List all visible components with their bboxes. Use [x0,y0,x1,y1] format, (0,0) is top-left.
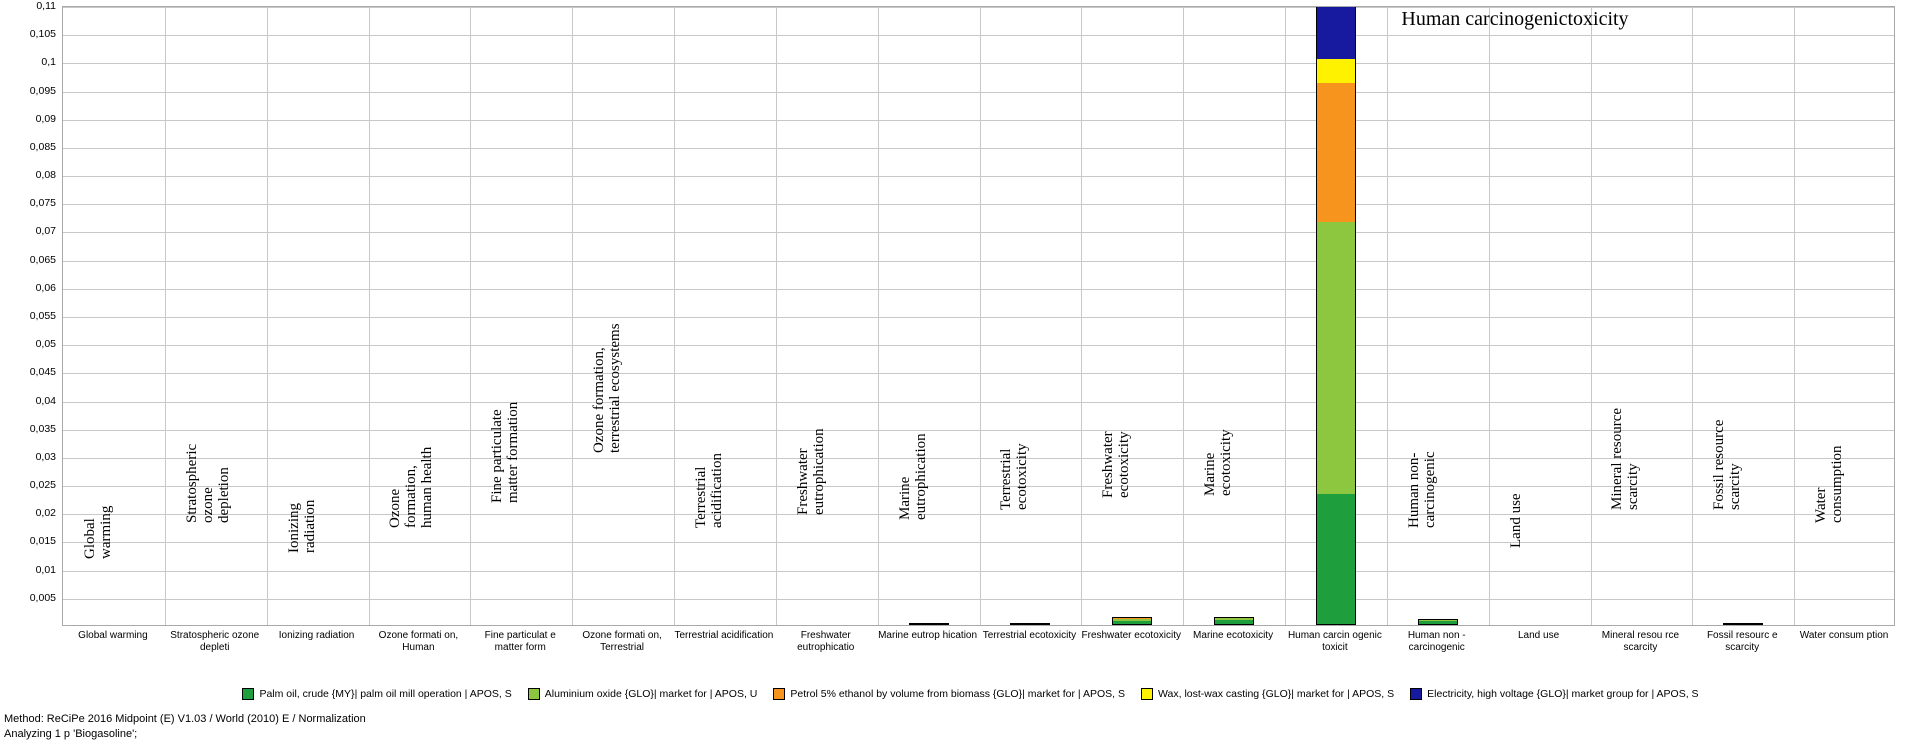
legend-label: Electricity, high voltage {GLO}| market group for | APOS, S [1427,687,1699,700]
bar-11 [1214,618,1254,625]
legend-label: Aluminium oxide {GLO}| market for | APOS, U [544,687,758,700]
bar-8 [909,624,949,625]
bar-segment [1723,623,1763,625]
x-axis [62,630,1895,674]
y-tick-label: 0,015 [29,535,56,548]
x-tick-label: Water consum ption [1799,630,1889,641]
y-tick-label: 0,06 [35,281,56,294]
category-caption: Freshwater [1100,431,1117,498]
y-tick-label: 0,11 [36,0,56,12]
y-tick-label: 0,075 [29,197,56,210]
category-caption: eutrophication [810,428,827,515]
category-caption: Marine [1202,452,1219,496]
x-tick-label: Fine particulat e matter form [484,630,556,653]
gridline-vertical [980,7,981,625]
gridline-vertical [776,7,777,625]
x-tick-label: Ozone formati on, Human [378,630,459,653]
gridline-horizontal [63,514,1894,515]
category-caption: radiation [301,499,318,553]
gridline-horizontal [63,373,1894,374]
gridline-horizontal [63,204,1894,205]
x-tick-label: Human non -carcinogenic [1407,630,1466,653]
category-caption: consumption [1829,445,1846,523]
bar-segment [1418,619,1458,621]
gridline-vertical [1692,7,1693,625]
y-tick-label: 0,04 [35,394,56,407]
category-caption: acidification [708,453,725,528]
bar-segment [1316,6,1356,59]
gridline-vertical [572,7,573,625]
x-tick-label: Mineral resou rce scarcity [1601,630,1680,653]
category-caption: terrestrial ecosystems [607,323,624,453]
gridline-horizontal [63,571,1894,572]
bar-segment [1112,617,1152,619]
y-tick-label: 0,02 [35,507,56,520]
y-tick-label: 0,1 [41,56,56,69]
bar-segment [1418,621,1458,626]
category-caption: Ozone formation, [591,347,608,453]
bar-segment [1316,222,1356,494]
gridline-horizontal [63,599,1894,600]
gridline-horizontal [63,232,1894,233]
x-tick-label: Ionizing radiation [278,630,355,641]
legend-item[interactable] [242,688,511,700]
x-tick-label: Marine eutrop hication [878,630,978,641]
category-caption: Terrestrial [998,448,1015,510]
gridline-horizontal [63,176,1894,177]
x-tick-label: Global warming [78,630,148,641]
bar-9 [1010,624,1050,625]
x-tick-label: Freshwater eutrophicatio [797,630,855,653]
legend-swatch [242,688,254,700]
gridline-vertical [165,7,166,625]
bar-segment [1214,618,1254,620]
category-caption: Water [1813,487,1830,523]
category-caption: Global [81,518,98,559]
y-tick-label: 0,03 [35,450,56,463]
y-tick-label: 0,005 [29,591,56,604]
gridline-vertical [878,7,879,625]
annotation-human-carcinogenic-toxicity: Human carcinogenictoxicity [1401,8,1629,30]
y-tick-label: 0,055 [29,310,56,322]
y-tick-label: 0,035 [29,422,56,435]
gridline-vertical [1081,7,1082,625]
category-caption: formation, [403,465,420,528]
category-caption: scarcity [1625,463,1642,510]
x-tick-label: Ozone formati on, Terrestrial [582,630,662,653]
y-tick-label: 0,045 [29,366,56,379]
y-tick-label: 0,085 [29,140,56,153]
legend [62,686,1895,702]
category-caption: Land use [1507,493,1524,548]
y-tick-label: 0,05 [35,338,56,351]
bar-segment [909,623,949,625]
category-caption: Fossil resource [1711,419,1728,510]
category-caption: ecotoxicity [1218,429,1235,496]
gridline-horizontal [63,542,1894,543]
gridline-vertical [470,7,471,625]
category-caption: ecotoxicity [1014,443,1031,510]
x-tick-label: Terrestrial acidification [674,630,774,641]
category-caption: Marine [896,476,913,520]
bar-segment [1316,83,1356,222]
category-caption: human health [419,446,436,528]
gridline-vertical [267,7,268,625]
gridline-vertical [1285,7,1286,625]
legend-item[interactable] [528,688,758,700]
footer-method: Method: ReCiPe 2016 Midpoint (E) V1.03 / World (2010) E / Normalization [4,713,366,725]
gridline-horizontal [63,148,1894,149]
category-caption: ozone [199,487,216,523]
category-caption: Fine particulate [489,409,506,503]
y-tick-label: 0,09 [35,112,56,125]
legend-swatch [1410,688,1422,700]
category-caption: Ozone [387,488,404,528]
category-caption: Human non- [1405,452,1422,528]
y-tick-label: 0,08 [35,169,56,182]
bar-segment [1010,623,1050,625]
footer-notes [4,712,366,742]
category-caption: Freshwater [794,448,811,515]
bar-12 [1316,6,1356,625]
gridline-horizontal [63,261,1894,262]
bar-13 [1418,620,1458,625]
bar-segment [1112,619,1152,621]
legend-item[interactable] [773,688,1125,700]
legend-label: Wax, lost-wax casting {GLO}| market for | APOS, S [1158,687,1395,700]
gridline-horizontal [63,35,1894,36]
y-tick-label: 0,07 [35,225,56,238]
x-tick-label: Terrestrial ecotoxicity [982,630,1077,641]
category-caption: depletion [215,467,232,523]
bar-16 [1723,624,1763,625]
gridline-horizontal [63,120,1894,121]
category-caption: scarcity [1727,463,1744,510]
legend-swatch [528,688,540,700]
plot-area [62,6,1895,626]
category-caption: carcinogenic [1421,451,1438,528]
gridline-vertical [369,7,370,625]
gridline-horizontal [63,92,1894,93]
legend-item[interactable] [1141,688,1394,700]
gridline-horizontal [63,63,1894,64]
gridline-vertical [674,7,675,625]
x-tick-label: Fossil resourc e scarcity [1706,630,1778,653]
gridline-vertical [1591,7,1592,625]
x-tick-label: Stratospheric ozone depleti [170,630,260,653]
gridline-vertical [1794,7,1795,625]
category-caption: Mineral resource [1609,407,1626,510]
y-tick-label: 0,065 [29,253,56,266]
y-axis [0,0,62,632]
legend-swatch [773,688,785,700]
gridline-horizontal [63,402,1894,403]
category-caption: matter formation [505,401,522,503]
gridline-horizontal [63,317,1894,318]
gridline-horizontal [63,289,1894,290]
x-tick-label: Land use [1517,630,1560,641]
legend-label: Palm oil, crude {MY}| palm oil mill operation | APOS, S [259,687,512,700]
y-tick-label: 0,025 [29,479,56,492]
category-caption: warming [97,505,114,559]
gridline-horizontal [63,345,1894,346]
x-tick-label: Human carcin ogenic toxicit [1287,630,1382,653]
bar-segment [1214,617,1254,619]
bar-segment [1112,621,1152,626]
bar-segment [1214,620,1254,625]
y-tick-label: 0,105 [29,28,56,41]
category-caption: eutrophication [912,433,929,520]
gridline-vertical [1387,7,1388,625]
footer-analysis: Analyzing 1 p 'Biogasoline'; [4,728,138,740]
category-caption: ecotoxicity [1116,431,1133,498]
category-caption: Terrestrial [692,466,709,528]
y-tick-label: 0,095 [29,84,56,97]
legend-label: Petrol 5% ethanol by volume from biomass {GLO}| market for | APOS, S [790,687,1125,700]
x-tick-label: Freshwater ecotoxicity [1081,630,1181,641]
legend-item[interactable] [1410,688,1698,700]
bar-segment [1316,494,1356,625]
bar-segment [1316,59,1356,83]
bar-10 [1112,618,1152,625]
legend-swatch [1141,688,1153,700]
category-caption: Ionizing [285,503,302,553]
gridline-vertical [1489,7,1490,625]
x-tick-label: Marine ecotoxicity [1193,630,1274,641]
y-tick-label: 0,01 [35,563,56,576]
category-caption: Stratospheric [183,443,200,523]
gridline-vertical [1183,7,1184,625]
